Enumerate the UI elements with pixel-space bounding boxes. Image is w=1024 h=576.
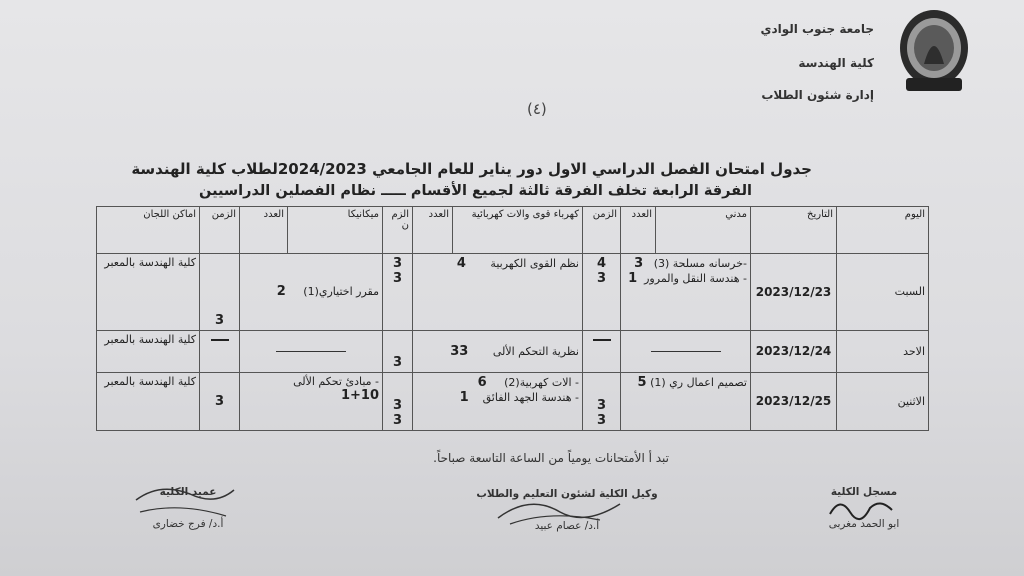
cell-time: 3 [200,254,240,330]
cell-civil: تصميم اعمال ري (1) 5 [621,372,751,430]
cell-day: السبت [837,254,929,330]
cell-mechanics [240,330,383,372]
exam-schedule-table [96,206,929,431]
page-subtitle: الفرقة الرابعة تخلف الفرقة ثالثة لجميع الأقسام ـــــ نظام الفصلين الدراسيين [199,183,752,199]
cell-venue: كلية الهندسة بالمعبر [97,254,200,330]
col-civil: مدني [656,207,751,254]
cell-mechanics: مقرر اختياري(1) 2 [240,254,383,330]
dean-signature-block: عميد الكلية أ.د/ فرج خضارى [152,486,224,530]
faculty-name: كلية الهندسة [798,56,874,70]
dean-signature-icon [130,480,240,525]
page-number: (٤) [527,100,547,118]
cell-day: الاثنين [837,372,929,430]
cell-electrical: نظرية التحكم الألى 33 [413,330,583,372]
table-row [97,254,929,330]
page-title: جدول امتحان الفصل الدراسي الاول دور يناير للعام الجامعي 2024/2023لطلاب كلية الهندسة [131,160,812,178]
cell-time: 3 [383,330,413,372]
col-time: الزمن [200,207,240,254]
cell-date: 2023/12/23 [751,254,837,330]
university-logo-icon [898,8,970,94]
cell-time [200,330,240,372]
exam-time-note: تبد أ الأمتحانات يومياً من الساعة التاسعة صباحاً. [433,451,669,465]
cell-electrical: - الات كهربية(2) 6 - هندسة الجهد الفائق 1 [413,372,583,430]
cell-time: 4 3 [583,254,621,330]
cell-mechanics: - مبادئ تحكم الألى 1+10 [240,372,383,430]
registrar-signature-icon [820,492,910,522]
col-day: اليوم [837,207,929,254]
cell-time: 3 [200,372,240,430]
registrar-signature-block: مسجل الكلية ابو الحمد مغربى [828,486,900,530]
cell-time: 3 3 [383,372,413,430]
col-venues: اماكن اللجان [97,207,200,254]
cell-time [583,330,621,372]
cell-time: 3 3 [383,254,413,330]
vice-dean-signature-icon [490,490,630,530]
col-count: العدد [621,207,656,254]
cell-civil: -خرسانه مسلحة (3) 3 - هندسة النقل والمرور 1 [621,254,751,330]
table-row [97,330,929,372]
cell-date: 2023/12/25 [751,372,837,430]
col-time: الزمن [583,207,621,254]
cell-venue: كلية الهندسة بالمعبر [97,330,200,372]
cell-date: 2023/12/24 [751,330,837,372]
department-name: إدارة شئون الطلاب [761,88,874,102]
col-date: التاريخ [751,207,837,254]
cell-electrical: نظم القوى الكهربية 4 [413,254,583,330]
table-row [97,372,929,430]
col-count: العدد [413,207,453,254]
col-count: العدد [240,207,288,254]
cell-time: 3 3 [583,372,621,430]
cell-day: الاحد [837,330,929,372]
university-name: جامعة جنوب الوادي [760,22,874,36]
cell-venue: كلية الهندسة بالمعبر [97,372,200,430]
col-electrical: كهرباء قوى والات كهربائية [453,207,583,254]
col-mechanics: ميكانيكا [288,207,383,254]
table-header-row [97,207,929,254]
col-time: الزم ن [383,207,413,254]
cell-civil [621,330,751,372]
vice-dean-signature-block: وكيل الكلية لشئون التعليم والطلاب أ.د/ عصام عبيد [476,488,658,532]
